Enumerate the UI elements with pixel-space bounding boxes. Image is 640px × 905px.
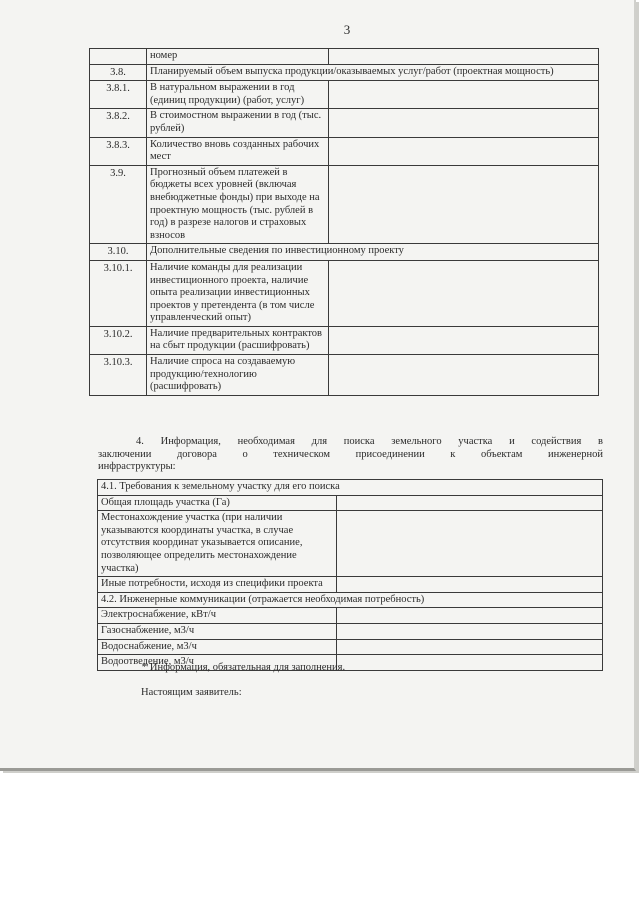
row-label: Местонахождение участка (при наличии указываются координаты участка, в случае отсутствия координат указывается описание, позволяющее определить местонахождение участка) <box>98 511 337 577</box>
table-row <box>90 244 599 261</box>
row-label: Наличие команды для реализации инвестиционного проекта, наличие опыта реализации инвестиционных проектов у претендента (в том числе управленческий опыт) <box>147 260 329 326</box>
table-row <box>98 608 603 624</box>
row-value-cell[interactable] <box>329 137 599 165</box>
table-row <box>98 511 603 577</box>
table-row <box>90 137 599 165</box>
row-label: Количество вновь созданных рабочих мест <box>147 137 329 165</box>
table-row <box>90 81 599 109</box>
row-value-cell[interactable] <box>329 81 599 109</box>
row-value-cell[interactable] <box>337 655 603 671</box>
row-value-cell[interactable] <box>337 511 603 577</box>
row-number: 3.10. <box>90 244 147 261</box>
table-row <box>90 109 599 137</box>
row-value-cell[interactable] <box>337 577 603 593</box>
land-plot-table <box>97 479 603 671</box>
row-number: 3.9. <box>90 165 147 244</box>
table-row <box>98 623 603 639</box>
row-label: номер <box>147 49 329 65</box>
table-row <box>90 165 599 244</box>
row-value-cell[interactable] <box>329 260 599 326</box>
investment-project-table <box>89 48 599 396</box>
table-row <box>98 577 603 593</box>
row-label: 4.1. Требования к земельному участку для его поиска <box>98 480 603 496</box>
row-number: 3.8. <box>90 64 147 81</box>
row-value-cell[interactable] <box>337 639 603 655</box>
row-value-cell[interactable] <box>337 623 603 639</box>
table-row <box>90 260 599 326</box>
row-number: 3.10.3. <box>90 355 147 396</box>
row-value-cell[interactable] <box>329 49 599 65</box>
table-row <box>90 326 599 354</box>
row-value-cell[interactable] <box>337 495 603 511</box>
row-label: Газоснабжение, м3/ч <box>98 623 337 639</box>
table-row <box>98 480 603 496</box>
row-label: Наличие предварительных контрактов на сбыт продукции (расшифровать) <box>147 326 329 354</box>
row-value-cell[interactable] <box>329 326 599 354</box>
table-row <box>98 639 603 655</box>
table-row <box>90 49 599 65</box>
row-value-cell[interactable] <box>329 165 599 244</box>
row-label: Водоснабжение, м3/ч <box>98 639 337 655</box>
section-4-line: заключении договора о техническом присоединении к объектам инженерной <box>98 448 603 460</box>
section-4-line: инфраструктуры: <box>98 461 176 473</box>
row-label: Планируемый объем выпуска продукции/оказываемых услуг/работ (проектная мощность) <box>147 64 599 81</box>
applicant-statement: Настоящим заявитель: <box>141 687 242 698</box>
required-footnote: * Информация, обязательная для заполнения. <box>142 662 346 673</box>
row-label: Водоотведение, м3/ч <box>98 655 337 671</box>
row-value-cell[interactable] <box>329 109 599 137</box>
row-value-cell[interactable] <box>337 608 603 624</box>
table-row <box>98 495 603 511</box>
row-label: В натуральном выражении в год (единиц продукции) (работ, услуг) <box>147 81 329 109</box>
section-4-line: 4. Информация, необходимая для поиска земельного участка и содействия в <box>136 436 603 447</box>
page-number: 3 <box>343 22 351 37</box>
table-row <box>90 355 599 396</box>
row-value-cell[interactable] <box>329 355 599 396</box>
row-label: Дополнительные сведения по инвестиционному проекту <box>147 244 599 261</box>
row-number: 3.10.1. <box>90 260 147 326</box>
row-number: 3.8.2. <box>90 109 147 137</box>
row-label: Наличие спроса на создаваемую продукцию/технологию (расшифровать) <box>147 355 329 396</box>
row-label: Общая площадь участка (Га) <box>98 495 337 511</box>
row-label: 4.2. Инженерные коммуникации (отражается необходимая потребность) <box>98 592 603 608</box>
row-label: В стоимостном выражении в год (тыс. рублей) <box>147 109 329 137</box>
row-number: 3.8.3. <box>90 137 147 165</box>
row-number <box>90 49 147 65</box>
row-number: 3.10.2. <box>90 326 147 354</box>
row-label: Иные потребности, исходя из специфики проекта <box>98 577 337 593</box>
row-label: Электроснабжение, кВт/ч <box>98 608 337 624</box>
table-row <box>90 64 599 81</box>
section-4-intro <box>98 436 603 474</box>
row-label: Прогнозный объем платежей в бюджеты всех уровней (включая внебюджетные фонды) при выходе на проектную мощность (тыс. рублей в год) в разрезе налогов и страховых взносов <box>147 165 329 244</box>
row-number: 3.8.1. <box>90 81 147 109</box>
table-row <box>98 592 603 608</box>
